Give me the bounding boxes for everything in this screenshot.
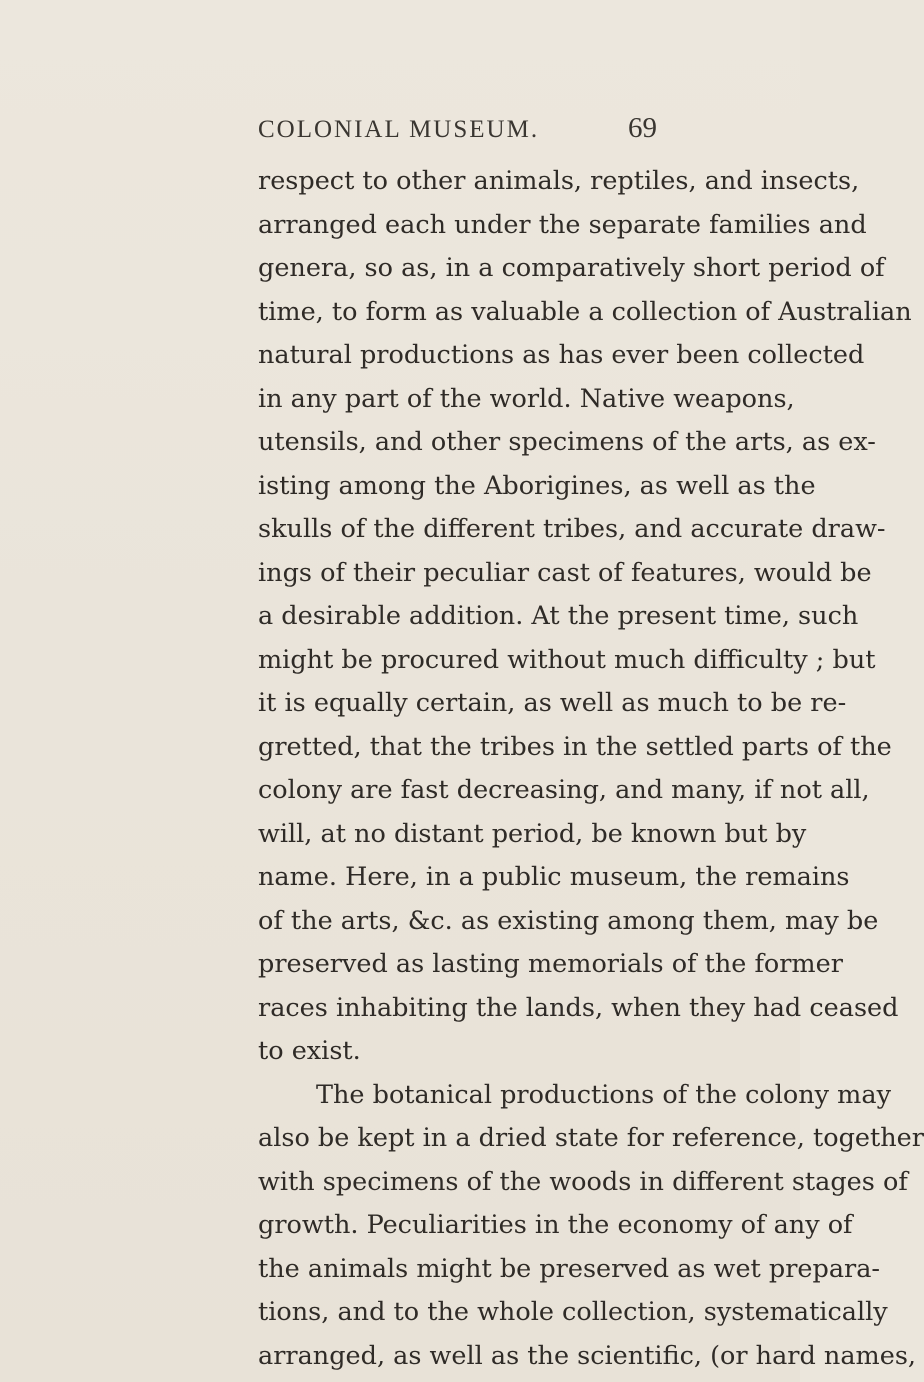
text-line: genera, so as, in a comparatively short period of: [258, 253, 885, 283]
text-line: races inhabiting the lands, when they had ceased: [258, 992, 899, 1023]
text-line: isting among the Aborigines, as well as the: [258, 470, 816, 501]
text-line: also be kept in a dried state for reference, together: [258, 1123, 924, 1153]
text-line: in any part of the world. Native weapons,: [258, 383, 795, 414]
text-line: respect to other animals, reptiles, and insects,: [258, 166, 860, 196]
text-line: skulls of the different tribes, and accurate draw-: [258, 514, 886, 544]
text-line: with specimens of the woods in different stages of: [258, 1166, 908, 1197]
text-line: of the arts, &c. as existing among them, may be: [258, 905, 879, 936]
text-line: name. Here, in a public museum, the remains: [258, 862, 850, 892]
text-line: will, at no distant period, be known but by: [258, 818, 807, 849]
paragraph-first-line: The botanical productions of the colony may: [316, 1079, 891, 1110]
text-line: ings of their peculiar cast of features, would be: [258, 557, 872, 588]
body-text: [258, 160, 924, 1378]
text-line: the animals might be preserved as wet prepara-: [258, 1253, 881, 1284]
text-line: utensils, and other specimens of the arts, as ex-: [258, 427, 876, 457]
text-line: colony are fast decreasing, and many, if not all,: [258, 775, 870, 805]
text-line: it is equally certain, as well as much to be re-: [258, 688, 847, 718]
text-line: arranged, as well as the scientific, (or hard names,: [258, 1340, 917, 1371]
page-number: 69: [628, 112, 657, 144]
running-head-title: COLONIAL MUSEUM.: [258, 116, 540, 143]
text-line: arranged each under the separate families and: [258, 209, 867, 240]
text-line: gretted, that the tribes in the settled parts of the: [258, 731, 892, 762]
text-line: growth. Peculiarities in the economy of any of: [258, 1210, 853, 1240]
text-line: to exist.: [258, 1036, 361, 1066]
text-line: natural productions as has ever been collected: [258, 340, 865, 370]
text-line: a desirable addition. At the present time, such: [258, 601, 859, 631]
text-line: time, to form as valuable a collection of Australian: [258, 296, 912, 327]
text-line: might be procured without much difficulty ; but: [258, 644, 876, 675]
text-line: tions, and to the whole collection, systematically: [258, 1297, 888, 1327]
text-line: preserved as lasting memorials of the former: [258, 949, 843, 979]
